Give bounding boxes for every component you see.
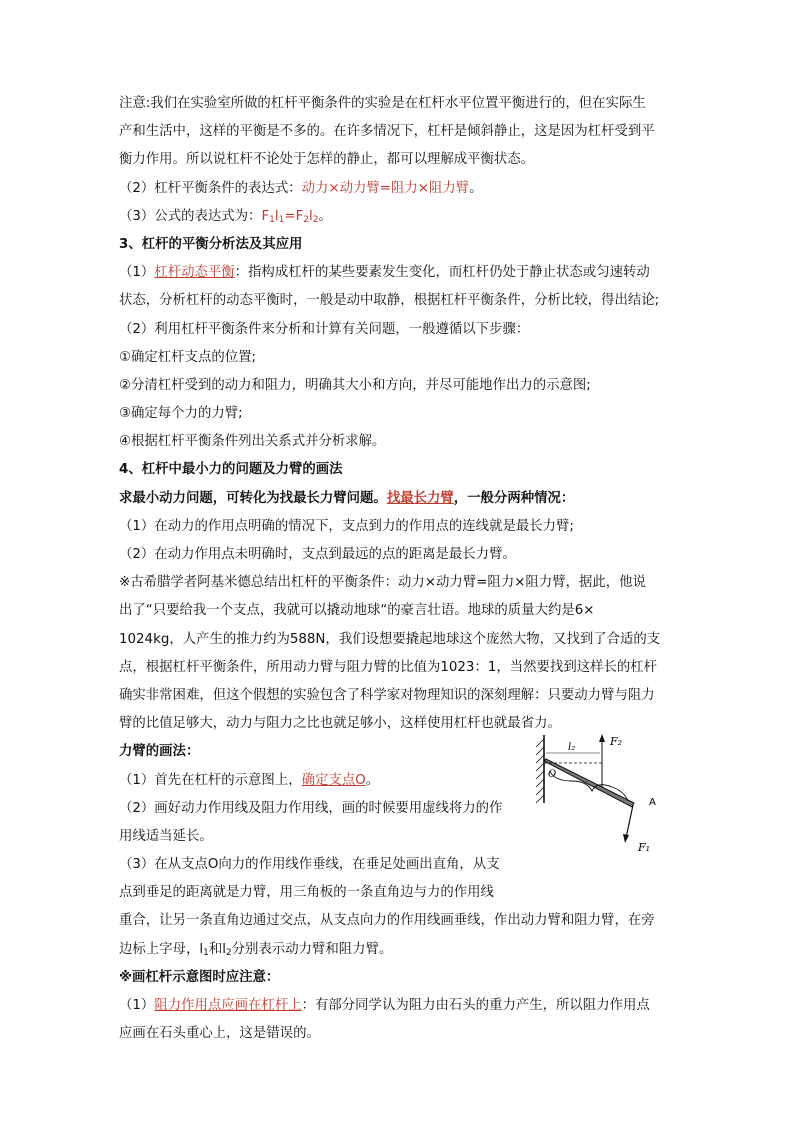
step-item: ①确定杠杆支点的位置; — [119, 349, 257, 365]
section-heading-3: 3、杠杆的平衡分析法及其应用 — [119, 236, 303, 252]
arm-step: 点到垂足的距离就是力臂，用三角板的一条直角边与力的作用线 — [119, 885, 494, 901]
notice-item: 应画在石头重心上，这是错误的。 — [119, 1026, 320, 1042]
fulcrum-label: O — [548, 769, 557, 780]
note-line: 产和生活中，这样的平衡是不多的。在许多情况下，杠杆是倾斜静止，这是因为杠杆受到平 — [119, 124, 655, 140]
arm-step: （1）首先在杠杆的示意图上，确定支点O。 — [119, 772, 380, 788]
notice-title: ※画杠杆示意图时应注意： — [119, 969, 280, 985]
lever-bar — [544, 759, 634, 807]
arm-step: 边标上字母，$l_1$和$l_2$分别表示动力臂和阻力臂。 — [119, 941, 393, 958]
f2-label: F₂ — [610, 735, 623, 748]
f1-line — [626, 805, 633, 838]
note-line: 注意:我们在实验室所做的杠杆平衡条件的实验是在杠杆水平位置平衡进行的，但在实际生 — [119, 96, 646, 111]
dynamic-balance-line: 状态，分析杠杆的动态平衡时，一般是动中取静，根据杠杆平衡条件，分析比较，得出结论; — [119, 293, 660, 309]
step-item: ②分清杠杆受到的动力和阻力，明确其大小和方向，并尽可能地作出力的示意图; — [119, 377, 591, 393]
dynamic-balance-line: （1）杠杆动态平衡：指构成杠杆的某些要素发生变化，而杠杆仍处于静止状态或匀速转动 — [119, 265, 650, 281]
arm-step: 用线适当延长。 — [119, 828, 213, 844]
l2-label: l₂ — [568, 742, 576, 753]
balance-formula: 动力×动力臂=阻力×阻力臂 — [301, 180, 470, 196]
notice-item: （1）阻力作用点应画在杠杆上：有部分同学认为阻力由石头的重力产生，所以阻力作用点 — [119, 998, 650, 1013]
document-page — [119, 90, 679, 1048]
longest-arm-term: 找最长力臂 — [386, 490, 454, 506]
case-item: （1）在动力的作用点明确的情况下，支点到力的作用点的连线就是最长力臂; — [119, 518, 574, 534]
arm-step: （3）在从支点O向力的作用线作垂线，在垂足处画出直角，从支 — [119, 857, 500, 873]
resistance-point-term: 阻力作用点应画在杠杆上 — [154, 998, 302, 1013]
point-a-label: A — [649, 797, 656, 808]
section-heading-4: 4、杠杆中最小力的问题及力臂的画法 — [119, 462, 343, 478]
formula-text-line: （2）杠杆平衡条件的表达式：动力×动力臂=阻力×阻力臂。 — [119, 180, 483, 196]
fulcrum-term: 确定支点O — [301, 772, 366, 788]
min-force-lead: 求最小动力问题，可转化为找最长力臂问题。找最长力臂，一般分两种情况： — [119, 490, 575, 506]
arm-method-title: 力臂的画法： — [119, 744, 200, 760]
archimedes-note: ※古希腊学者阿基米德总结出杠杆的平衡条件：动力×动力臂=阻力×阻力臂，据此，他说 — [119, 575, 646, 591]
arm-step: （2）画好动力作用线及阻力作用线，画的时候要用虚线将力的作 — [119, 800, 503, 816]
archimedes-note: 1024kg，人产生的推力约为588N，我们设想要撬起地球这个庞然大物，又找到了合适的支 — [119, 631, 661, 647]
arm-step: 重合，让另一条直角边通过交点，从支点向力的作用线画垂线，作出动力臂和阻力臂，在旁 — [119, 913, 655, 929]
case-item: （2）在动力作用点未明确时，支点到最远的点的距离是最长力臂。 — [119, 547, 516, 562]
f1-label: F₁ — [638, 841, 651, 854]
lever-diagram — [532, 733, 670, 858]
archimedes-note: 确实非常困难，但这个假想的实验包含了科学家对物理知识的深刻理解：只要动力臂与阻力 — [119, 687, 655, 703]
archimedes-note: 臂的比值足够大，动力与阻力之比也就足够小，这样使用杠杆也就最省力。 — [119, 716, 561, 732]
dynamic-balance-term: 杠杆动态平衡 — [154, 265, 235, 281]
balance-equation: $F_1l_1=F_2l_2$ — [261, 208, 319, 225]
steps-intro: （2）利用杠杆平衡条件来分析和计算有关问题，一般遵循以下步骤： — [119, 321, 530, 337]
formula-expression-line: （3）公式的表达式为：$F_1l_1=F_2l_2$。 — [119, 208, 332, 225]
note-line: 衡力作用。所以说杠杆不论处于怎样的静止，都可以理解成平衡状态。 — [119, 152, 535, 168]
step-item: ④根据杠杆平衡条件列出关系式并分析求解。 — [119, 434, 386, 450]
archimedes-note: 点，根据杠杆平衡条件，所用动力臂与阻力臂的比值为1023：1，当然要找到这样长的杠杆 — [119, 659, 658, 675]
archimedes-note: 出了“只要给我一个支点，我就可以撬动地球“的豪言壮语。地球的质量大约是6× — [119, 603, 595, 619]
step-item: ③确定每个力的力臂; — [119, 406, 243, 422]
